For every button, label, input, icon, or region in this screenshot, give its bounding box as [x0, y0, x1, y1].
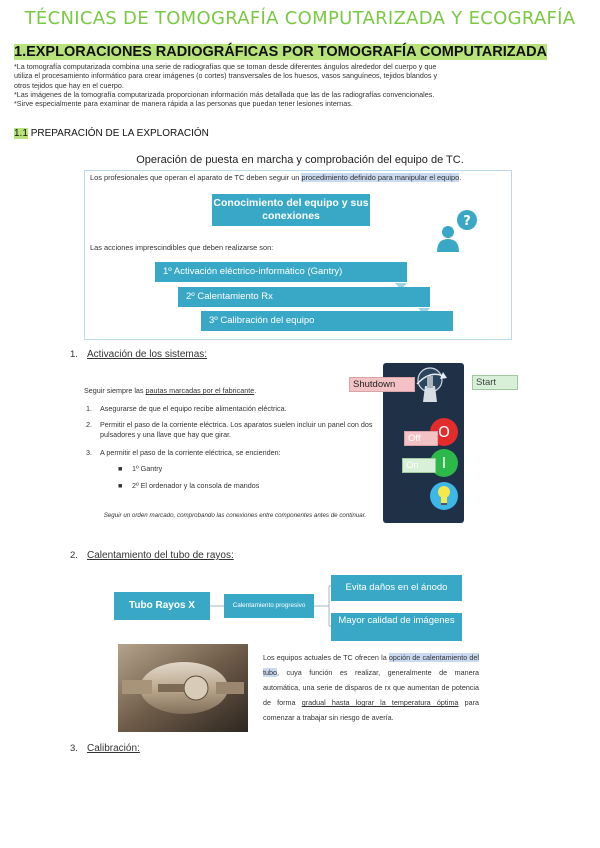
- key-switch-icon: [413, 366, 447, 406]
- list-item: [86, 420, 380, 440]
- item-title: Calentamiento del tubo de rayos:: [87, 550, 234, 561]
- subsection-number: 1.1: [14, 128, 28, 139]
- item1-intro: [84, 386, 256, 396]
- diagram-title: Operación de puesta en marcha y comprobación del equipo de TC.: [136, 154, 464, 166]
- para-highlight: opción de calentamiento del tubo: [263, 653, 479, 677]
- conocimiento-box: Conocimiento del equipo y sus conexiones: [212, 194, 370, 226]
- subsection-title: PREPARACIÓN DE LA EXPLORACIÓN: [30, 128, 209, 139]
- svg-text:?: ?: [463, 214, 471, 229]
- item-number: 2.: [70, 550, 78, 561]
- item-title: Calibración:: [87, 743, 140, 754]
- section-heading: [14, 44, 547, 60]
- list-text: Permitir el paso de la corriente eléctrica. Los aparatos suelen incluir un panel con dos pulsadores y una llave que hay que girar.: [100, 420, 373, 439]
- para-text: para comenzar a trabajar sin riesgo de avería.: [263, 698, 479, 722]
- section-number: 1.: [14, 44, 27, 60]
- start-label: Start: [472, 375, 518, 390]
- item1-intro-link: pautas marcadas por el fabricante: [145, 386, 255, 395]
- box-intro-end: .: [459, 173, 462, 182]
- para-text: Los equipos actuales de TC ofrecen la: [263, 653, 389, 662]
- step-3: 3º Calibración del equipo: [201, 311, 453, 331]
- list-item: [86, 404, 376, 414]
- evita-box: Evita daños en el ánodo: [331, 575, 462, 601]
- step-2: 2º Calentamiento Rx: [178, 287, 430, 307]
- box-intro: [90, 173, 506, 183]
- subsection-heading: [14, 128, 209, 139]
- on-label: On: [402, 458, 436, 473]
- intro-line: otros tejidos que hay en el cuerpo.: [14, 80, 124, 90]
- list-number: 3.: [86, 448, 92, 457]
- person-question-icon: [432, 208, 484, 254]
- list-item: [86, 448, 376, 458]
- step-1: 1º Activación eléctrico-informático (Gantry): [155, 262, 407, 282]
- item-number: 3.: [70, 743, 78, 754]
- item-title: Activación de los sistemas:: [87, 349, 208, 360]
- on-button[interactable]: I: [430, 449, 458, 477]
- sub-list-item: [118, 481, 259, 490]
- page-title: TÉCNICAS DE TOMOGRAFÍA COMPUTARIZADA Y ECOGRAFÍA: [24, 8, 576, 29]
- acciones-text: Las acciones imprescindibles que deben realizarse son:: [90, 243, 274, 252]
- sub-list-text: 2º El ordenador y la consola de mandos: [132, 481, 260, 490]
- off-button[interactable]: O: [430, 418, 458, 446]
- sub-list-text: 1º Gantry: [132, 464, 163, 473]
- intro-line: *La tomografía computarizada combina una serie de radiografías que se toman desde diferentes ángulos alrededor del cuerpo y que: [14, 62, 437, 71]
- xray-tube-image: [118, 644, 248, 732]
- para-text: , cuya función es realizar, generalmente de manera automática, una serie de disparos de rx que aumentan de potencia de forma: [263, 668, 479, 707]
- calidad-box: Mayor calidad de imágenes: [331, 613, 462, 641]
- intro-line: *Sirve especialmente para examinar de manera rápida a las personas que puedan tener lesiones internas.: [14, 99, 353, 109]
- item1-intro-text: Seguir siempre las: [84, 386, 146, 395]
- section-title: EXPLORACIONES RADIOGRÁFICAS POR TOMOGRAFÍA COMPUTARIZADA: [26, 44, 548, 60]
- note-text: Seguir un orden marcado, comprobando las conexiones entre componentes antes de continuar.: [103, 512, 367, 519]
- list-text: Asegurarse de que el equipo recibe alimentación eléctrica.: [100, 404, 287, 413]
- intro-line: utiliza el procesamiento informático para crear imágenes (o cortes) transversales de los huesos, vasos sanguíneos, tejidos blandos y: [14, 71, 438, 81]
- para-underline: gradual hasta lograr la temperatura óptima: [301, 698, 459, 707]
- calentamiento-paragraph: [263, 650, 479, 725]
- intro-line: *Las imágenes de la tomografía computarizada proporcionan información más detallada que las de las radiografías convencionales.: [14, 89, 435, 99]
- bullet-icon: ■: [118, 481, 123, 490]
- shutdown-label: Shutdown: [349, 377, 415, 392]
- list-text: A permitir el paso de la corriente eléctrica, se encienden:: [100, 448, 281, 457]
- off-label: Off: [404, 431, 438, 446]
- sub-list-item: [118, 464, 162, 473]
- list-number: 1.: [86, 404, 92, 413]
- item-number: 1.: [70, 349, 78, 360]
- list-number: 2.: [86, 420, 92, 429]
- box-intro-highlight: procedimiento definido para manipular el equipo: [301, 173, 460, 182]
- tubo-rayos-box: Tubo Rayos X: [114, 592, 210, 620]
- lightbulb-icon: [437, 485, 451, 507]
- intro-text: [14, 62, 586, 108]
- bullet-icon: ■: [118, 464, 123, 473]
- box-intro-text: Los profesionales que operan el aparato de TC deben seguir un: [90, 173, 302, 182]
- calentamiento-box: Calentamiento progresivo: [224, 594, 314, 618]
- item1-intro-end: .: [254, 386, 257, 395]
